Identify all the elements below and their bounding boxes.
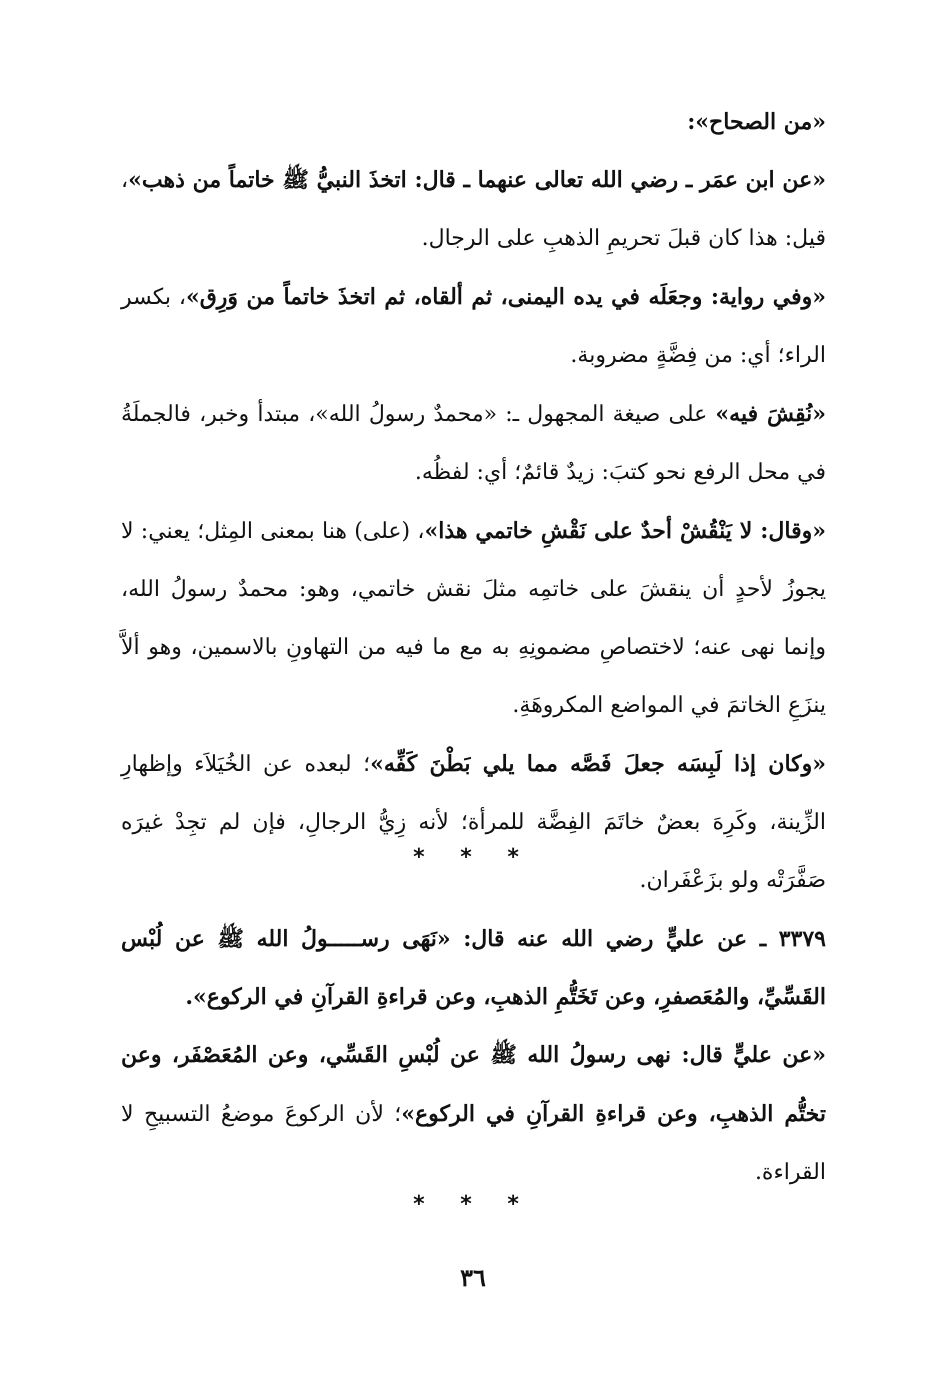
commentary-text: ، بكسر الراء؛ أي: من فِضَّةٍ مضروبة. [121, 285, 826, 368]
commentary-text: ، (على) هنا بمعنى المِثل؛ يعني: لا يجوزُ لأحدٍ أن ينقشَ على خاتمِه مثلَ نقش خاتمي، وهو: محمدٌ رسولُ الله، وإنما نهى عنه؛ لاختصاصِ مضمونِهِ به مع ما فيه من التهاونِ بالاسمين، وهو ألاَّ ينزَعِ الخاتمَ في المواضع المكروهَةِ. [121, 519, 826, 718]
hadith-section [121, 910, 826, 1202]
hadith-quote: «نُقِشَ فيه» [715, 401, 826, 427]
commentary-paragraph [121, 385, 826, 502]
commentary-text: ، قيل: هذا كان قبلَ تحريمِ الذهبِ على الرجال. [121, 168, 826, 251]
commentary-paragraph [121, 735, 826, 910]
hadith-commentary [121, 1026, 826, 1202]
section-separator: * * * [413, 845, 533, 870]
hadith-quote: «عن عليٍّ قال: نهى رسولُ الله ﷺ عن لُبْسِ القَسِّي، وعن المُعَصْفَر، وعن تختُّم الذهبِ، وعن قراءةِ القرآنِ في الركوع» [121, 1042, 826, 1127]
hadith-quote: «وقال: لا يَنْقُشْ أحدٌ على نَقْشِ خاتمي هذا» [424, 518, 826, 544]
hadith-quote: «عن ابن عمَر ـ رضي الله تعالى عنهما ـ قال: اتخذَ النبيُّ ﷺ خاتماً من ذهب» [128, 167, 826, 193]
commentary-paragraph [121, 502, 826, 735]
hadith-text: ٣٣٧٩ ـ عن عليٍّ رضي الله عنه قال: «نَهَى رســـــولُ الله ﷺ عن لُبْس القَسِّيِّ، والمُعَصفرِ، وعن تَخَتُّمِ الذهبِ، وعن قراءةِ القرآنِ في الركوع». [121, 926, 826, 1010]
hadith-quote: «وفي رواية: وجعَلَه في يده اليمنى، ثم ألقاه، ثم اتخذَ خاتماً من وَرِق» [185, 284, 826, 310]
commentary-paragraph [121, 151, 826, 268]
commentary-text: ؛ لبعده عن الخُيَلاَء وإظهارِ الزِّينة، وكَرِهَ بعضٌ خاتَمَ الفِضَّة للمرأة؛ لأنه زِيُّ الرجالِ، فإن لم تجِدْ غيرَه صَفَّرَتْه ولو بزَعْفَران. [121, 752, 826, 893]
section-separator: * * * [413, 1192, 533, 1217]
page-number: ٣٦ [460, 1263, 486, 1292]
commentary-text: ؛ لأن الركوعَ موضعُ التسبيحِ لا القراءة. [121, 1102, 826, 1185]
commentary-paragraph [121, 268, 826, 385]
commentary-section [121, 93, 826, 910]
hadith-quote: «وكان إذا لَبِسَه جعلَ فَصَّه مما يلي بَطْنَ كَفِّه» [370, 751, 826, 777]
commentary-text: على صيغة المجهول ـ: «محمدٌ رسولُ الله»، مبتدأ وخبر، فالجملَةُ في محل الرفع نحو كتبَ: زيدٌ قائمٌ؛ أي: لفظُه. [121, 402, 826, 485]
section-heading: «من الصحاح»: [687, 109, 826, 135]
